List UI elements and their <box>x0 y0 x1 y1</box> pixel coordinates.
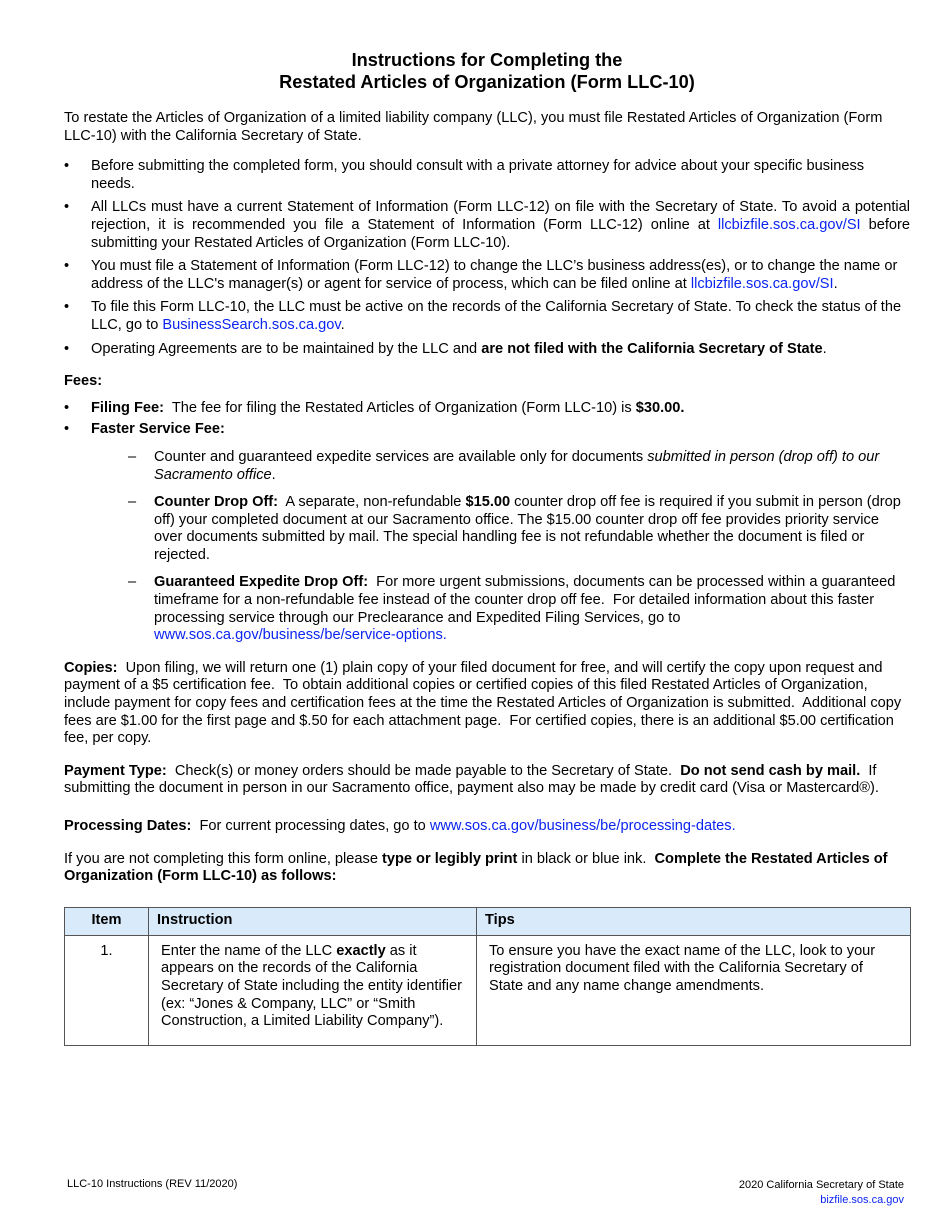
faster-service-list <box>91 449 910 645</box>
row-item-number: 1. <box>65 935 149 1045</box>
bullet-consult-attorney: • Before submitting the completed form, you should consult with a private attorney for advice about your specific business needs. <box>64 158 910 193</box>
header-instruction: Instruction <box>149 907 477 935</box>
bullet-active-status: • To file this Form LLC-10, the LLC must be active on the records of the California Secretary of State. To check the status of the LLC, go to BusinessSearch.sos.ca.gov. <box>64 299 910 334</box>
print-instructions-paragraph: If you are not completing this form online, please type or legibly print in black or blue ink. Complete the Restated Articles of Organization (Form LLC-10) as follows: <box>64 850 888 885</box>
page-title <box>64 49 910 93</box>
filing-fee-item: • Filing Fee: The fee for filing the Restated Articles of Organization (Form LLC-10) is $30.00. <box>64 400 910 418</box>
title-line-1: Instructions for Completing the <box>351 50 623 70</box>
instructions-table <box>64 907 911 1046</box>
intro-paragraph: To restate the Articles of Organization of a limited liability company (LLC), you must file Restated Articles of Organization (Form LLC-10) with the California Secretary of State. <box>64 110 883 144</box>
header-tips: Tips <box>477 907 911 935</box>
bullet-change-address: • You must file a Statement of Information (Form LLC-12) to change the LLC’s business address(es), or to change the name or address of the LLC's manager(s) or agent for service of process, which can be filed online at llcbizfile.sos.ca.gov/SI. <box>64 258 910 293</box>
title-line-2: Restated Articles of Organization (Form LLC-10) <box>279 72 695 92</box>
row-tips: To ensure you have the exact name of the LLC, look to your registration document filed with the California Secretary of State and any name change amendments. <box>477 935 911 1045</box>
footer-form-revision: LLC-10 Instructions (REV 11/2020) <box>67 1178 238 1190</box>
header-item: Item <box>65 907 149 935</box>
payment-paragraph: Payment Type: Check(s) or money orders should be made payable to the Secretary of State. Do not send cash by mail. If submitting the document in person in our Sacramento office, payment also may be made by credit card (Visa or Mastercard®). <box>64 762 881 797</box>
service-options-link[interactable]: www.sos.ca.gov/business/be/service-options. <box>154 627 447 644</box>
business-search-link[interactable]: BusinessSearch.sos.ca.gov <box>162 316 341 333</box>
llcbizfile-link[interactable]: llcbizfile.sos.ca.gov/SI <box>717 216 861 233</box>
bullet-operating-agreements: • Operating Agreements are to be maintained by the LLC and are not filed with the California Secretary of State. <box>64 341 910 359</box>
instructions-page <box>64 49 910 1046</box>
row-instruction: Enter the name of the LLC exactly as it appears on the records of the California Secretary of State including the entity identifier (ex: “Jones & Company, LLC” or “Smith Construction, a Limited Liability Company”). <box>149 935 477 1045</box>
processing-paragraph: Processing Dates: For current processing dates, go to www.sos.ca.gov/business/be/processing-dates. <box>64 818 736 834</box>
fees-heading: Fees: <box>64 373 103 390</box>
processing-dates-link[interactable]: www.sos.ca.gov/business/be/processing-dates. <box>429 818 736 834</box>
llcbizfile-link-2[interactable]: llcbizfile.sos.ca.gov/SI <box>690 275 834 292</box>
footer-copyright: 2020 California Secretary of State <box>738 1179 904 1191</box>
guaranteed-expedite-drop-off: – Guaranteed Expedite Drop Off: For more urgent submissions, documents can be processed within a guaranteed timeframe for a non-refundable fee instead of the counter drop off fee. For detailed information about this faster processing service through our Preclearance and Expedited Filing Services, go to www.sos.ca.gov/business/be/service-options. <box>91 574 910 644</box>
copies-paragraph: Copies: Upon filing, we will return one (1) plain copy of your filed document for free, and will certify the copy upon request and payment of a $5 certification fee. To obtain additional copies or certified copies of this filed Restated Articles of Organization, include payment for copy fees and certification fees at the time the Restated Articles of Organization is submitted. Additional copy fees are $1.00 for the first page and $.50 for each attachment page. For certified copies, there is an additional $5.00 certification fee, per copy. <box>64 659 906 747</box>
drop-off-availability: – Counter and guaranteed expedite services are available only for documents submitted in person (drop off) to our Sacramento office. <box>91 449 910 484</box>
faster-service-item: • Faster Service Fee: – Counter and guaranteed expedite services are available only for documents submitted in person (drop off) to our Sacramento office. – Counter Drop Off: A separate, non-refundable $15.00 counter drop off fee is required if you submit in person (drop off) your completed document at our Sacramento office. The $15.00 counter drop off fee provides priority service over documents submitted by mail. The special handling fee is not refundable whether the document is filed or rejected. – Guaranteed Expedite Drop Off: For more urgent submissions, documents can be processed within a guaranteed timeframe for a non-refundable fee instead of the counter drop off fee. For detailed information about this faster processing service through our Preclearance and Expedited Filing Services, go to www.sos.ca.gov/business/be/service-options. <box>64 421 910 645</box>
requirements-list <box>64 158 910 358</box>
footer-right <box>739 1178 904 1208</box>
fees-list <box>64 400 910 645</box>
bullet-statement-of-information: • All LLCs must have a current Statement of Information (Form LLC-12) on file with the Secretary of State. To avoid a potential rejection, it is recommended you file a Statement of Information (Form LLC-12) online at llcbizfile.sos.ca.gov/SI before submitting your Restated Articles of Organization (Form LLC-10). <box>64 199 910 252</box>
bizfile-link[interactable]: bizfile.sos.ca.gov <box>820 1194 904 1206</box>
table-row <box>65 935 911 1045</box>
table-header-row <box>65 907 911 935</box>
counter-drop-off: – Counter Drop Off: A separate, non-refundable $15.00 counter drop off fee is required if you submit in person (drop off) your completed document at our Sacramento office. The $15.00 counter drop off fee provides priority service over documents submitted by mail. The special handling fee is not refundable whether the document is filed or rejected. <box>91 494 910 564</box>
